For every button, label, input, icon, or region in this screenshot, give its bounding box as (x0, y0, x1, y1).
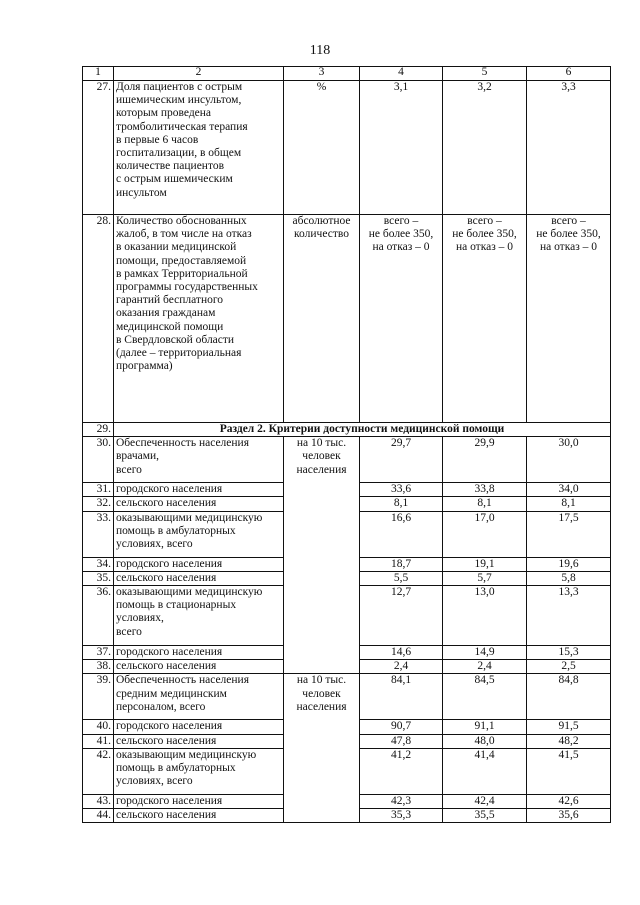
row-number: 30. (83, 437, 114, 483)
value-cell: 41,4 (443, 748, 527, 794)
value-cell: 47,8 (360, 734, 443, 748)
value-cell: 17,5 (527, 511, 611, 557)
header-cell: 3 (284, 67, 360, 81)
value-cell: 13,3 (527, 586, 611, 646)
value-cell: 3,2 (443, 81, 527, 215)
unit-cell: % (284, 81, 360, 215)
value-cell: 18,7 (360, 557, 443, 571)
criterion-name: Обеспеченность населения врачами, всего (114, 437, 284, 483)
value-cell: 42,3 (360, 794, 443, 808)
value-cell: 2,4 (360, 660, 443, 674)
value-cell: 90,7 (360, 720, 443, 734)
header-cell: 4 (360, 67, 443, 81)
value-cell: 16,6 (360, 511, 443, 557)
value-cell: 84,5 (443, 674, 527, 720)
value-cell: 5,5 (360, 571, 443, 585)
value-cell: 35,5 (443, 809, 527, 823)
value-cell: 33,8 (443, 483, 527, 497)
criterion-name: Количество обоснованных жалоб, в том числе на отказ в оказании медицинской помощи, предоставляемой в рамках Территориальной программы государственных гарантий бесплатного оказания гражданам медицинской помощи в Свердловской области (далее – территориальная программа) (114, 215, 284, 423)
row-number: 27. (83, 81, 114, 215)
value-cell: 3,1 (360, 81, 443, 215)
section-title: Раздел 2. Критерии доступности медицинской помощи (114, 423, 611, 437)
criterion-name: городского населения (114, 794, 284, 808)
unit-cell: на 10 тыс. человек населения (284, 674, 360, 823)
value-cell: 29,9 (443, 437, 527, 483)
value-cell: 33,6 (360, 483, 443, 497)
row-number: 36. (83, 586, 114, 646)
value-cell: 2,4 (443, 660, 527, 674)
value-cell: 42,4 (443, 794, 527, 808)
value-cell: 42,6 (527, 794, 611, 808)
criterion-name: сельского населения (114, 660, 284, 674)
criterion-name: оказывающим медицинскую помощь в амбулаторных условиях, всего (114, 748, 284, 794)
row-number: 32. (83, 497, 114, 511)
row-number: 41. (83, 734, 114, 748)
row-number: 33. (83, 511, 114, 557)
unit-cell: на 10 тыс. человек населения (284, 437, 360, 674)
row-number: 43. (83, 794, 114, 808)
value-cell: 15,3 (527, 646, 611, 660)
value-cell: 8,1 (527, 497, 611, 511)
criterion-name: сельского населения (114, 809, 284, 823)
criterion-name: сельского населения (114, 497, 284, 511)
table-row (83, 81, 611, 215)
value-cell: 14,6 (360, 646, 443, 660)
value-cell: 84,1 (360, 674, 443, 720)
value-cell: 48,2 (527, 734, 611, 748)
value-cell: 13,0 (443, 586, 527, 646)
value-cell: 84,8 (527, 674, 611, 720)
row-number: 44. (83, 809, 114, 823)
value-cell: 35,6 (527, 809, 611, 823)
criterion-name: сельского населения (114, 571, 284, 585)
value-cell: 91,1 (443, 720, 527, 734)
row-number: 37. (83, 646, 114, 660)
criterion-name: сельского населения (114, 734, 284, 748)
row-number: 40. (83, 720, 114, 734)
value-cell: 5,8 (527, 571, 611, 585)
value-cell: 41,2 (360, 748, 443, 794)
value-cell: 8,1 (360, 497, 443, 511)
value-cell: всего – не более 350, на отказ – 0 (443, 215, 527, 423)
header-cell: 6 (527, 67, 611, 81)
value-cell: 12,7 (360, 586, 443, 646)
value-cell: 35,3 (360, 809, 443, 823)
value-cell: 34,0 (527, 483, 611, 497)
criterion-name: Доля пациентов с острым ишемическим инсультом, которым проведена тромболитическая терапия в первые 6 часов госпитализации, в общем количестве пациентов с острым ишемическим инсультом (114, 81, 284, 215)
row-number: 34. (83, 557, 114, 571)
table-row (83, 215, 611, 423)
row-number: 38. (83, 660, 114, 674)
value-cell: 19,1 (443, 557, 527, 571)
header-cell: 5 (443, 67, 527, 81)
value-cell: 30,0 (527, 437, 611, 483)
row-number: 29. (83, 423, 114, 437)
value-cell: 17,0 (443, 511, 527, 557)
row-number: 42. (83, 748, 114, 794)
unit-cell: абсолютное количество (284, 215, 360, 423)
criterion-name: городского населения (114, 557, 284, 571)
header-row (83, 67, 611, 81)
row-number: 39. (83, 674, 114, 720)
value-cell: всего – не более 350, на отказ – 0 (527, 215, 611, 423)
row-number: 28. (83, 215, 114, 423)
criterion-name: оказывающими медицинскую помощь в стационарных условиях, всего (114, 586, 284, 646)
page-number: 118 (309, 43, 331, 58)
value-cell: 8,1 (443, 497, 527, 511)
criterion-name: городского населения (114, 720, 284, 734)
criterion-name: городского населения (114, 646, 284, 660)
criterion-name: городского населения (114, 483, 284, 497)
criterion-name: оказывающими медицинскую помощь в амбулаторных условиях, всего (114, 511, 284, 557)
value-cell: 48,0 (443, 734, 527, 748)
value-cell: 5,7 (443, 571, 527, 585)
value-cell: 29,7 (360, 437, 443, 483)
table-row (83, 437, 611, 483)
value-cell: 19,6 (527, 557, 611, 571)
value-cell: 41,5 (527, 748, 611, 794)
value-cell: 14,9 (443, 646, 527, 660)
value-cell: 3,3 (527, 81, 611, 215)
row-number: 31. (83, 483, 114, 497)
value-cell: 2,5 (527, 660, 611, 674)
row-number: 35. (83, 571, 114, 585)
section-row (83, 423, 611, 437)
table-row (83, 674, 611, 720)
value-cell: 91,5 (527, 720, 611, 734)
header-cell: 1 (83, 67, 114, 81)
header-cell: 2 (114, 67, 284, 81)
criterion-name: Обеспеченность населения средним медицинским персоналом, всего (114, 674, 284, 720)
value-cell: всего – не более 350, на отказ – 0 (360, 215, 443, 423)
criteria-table (82, 66, 611, 823)
